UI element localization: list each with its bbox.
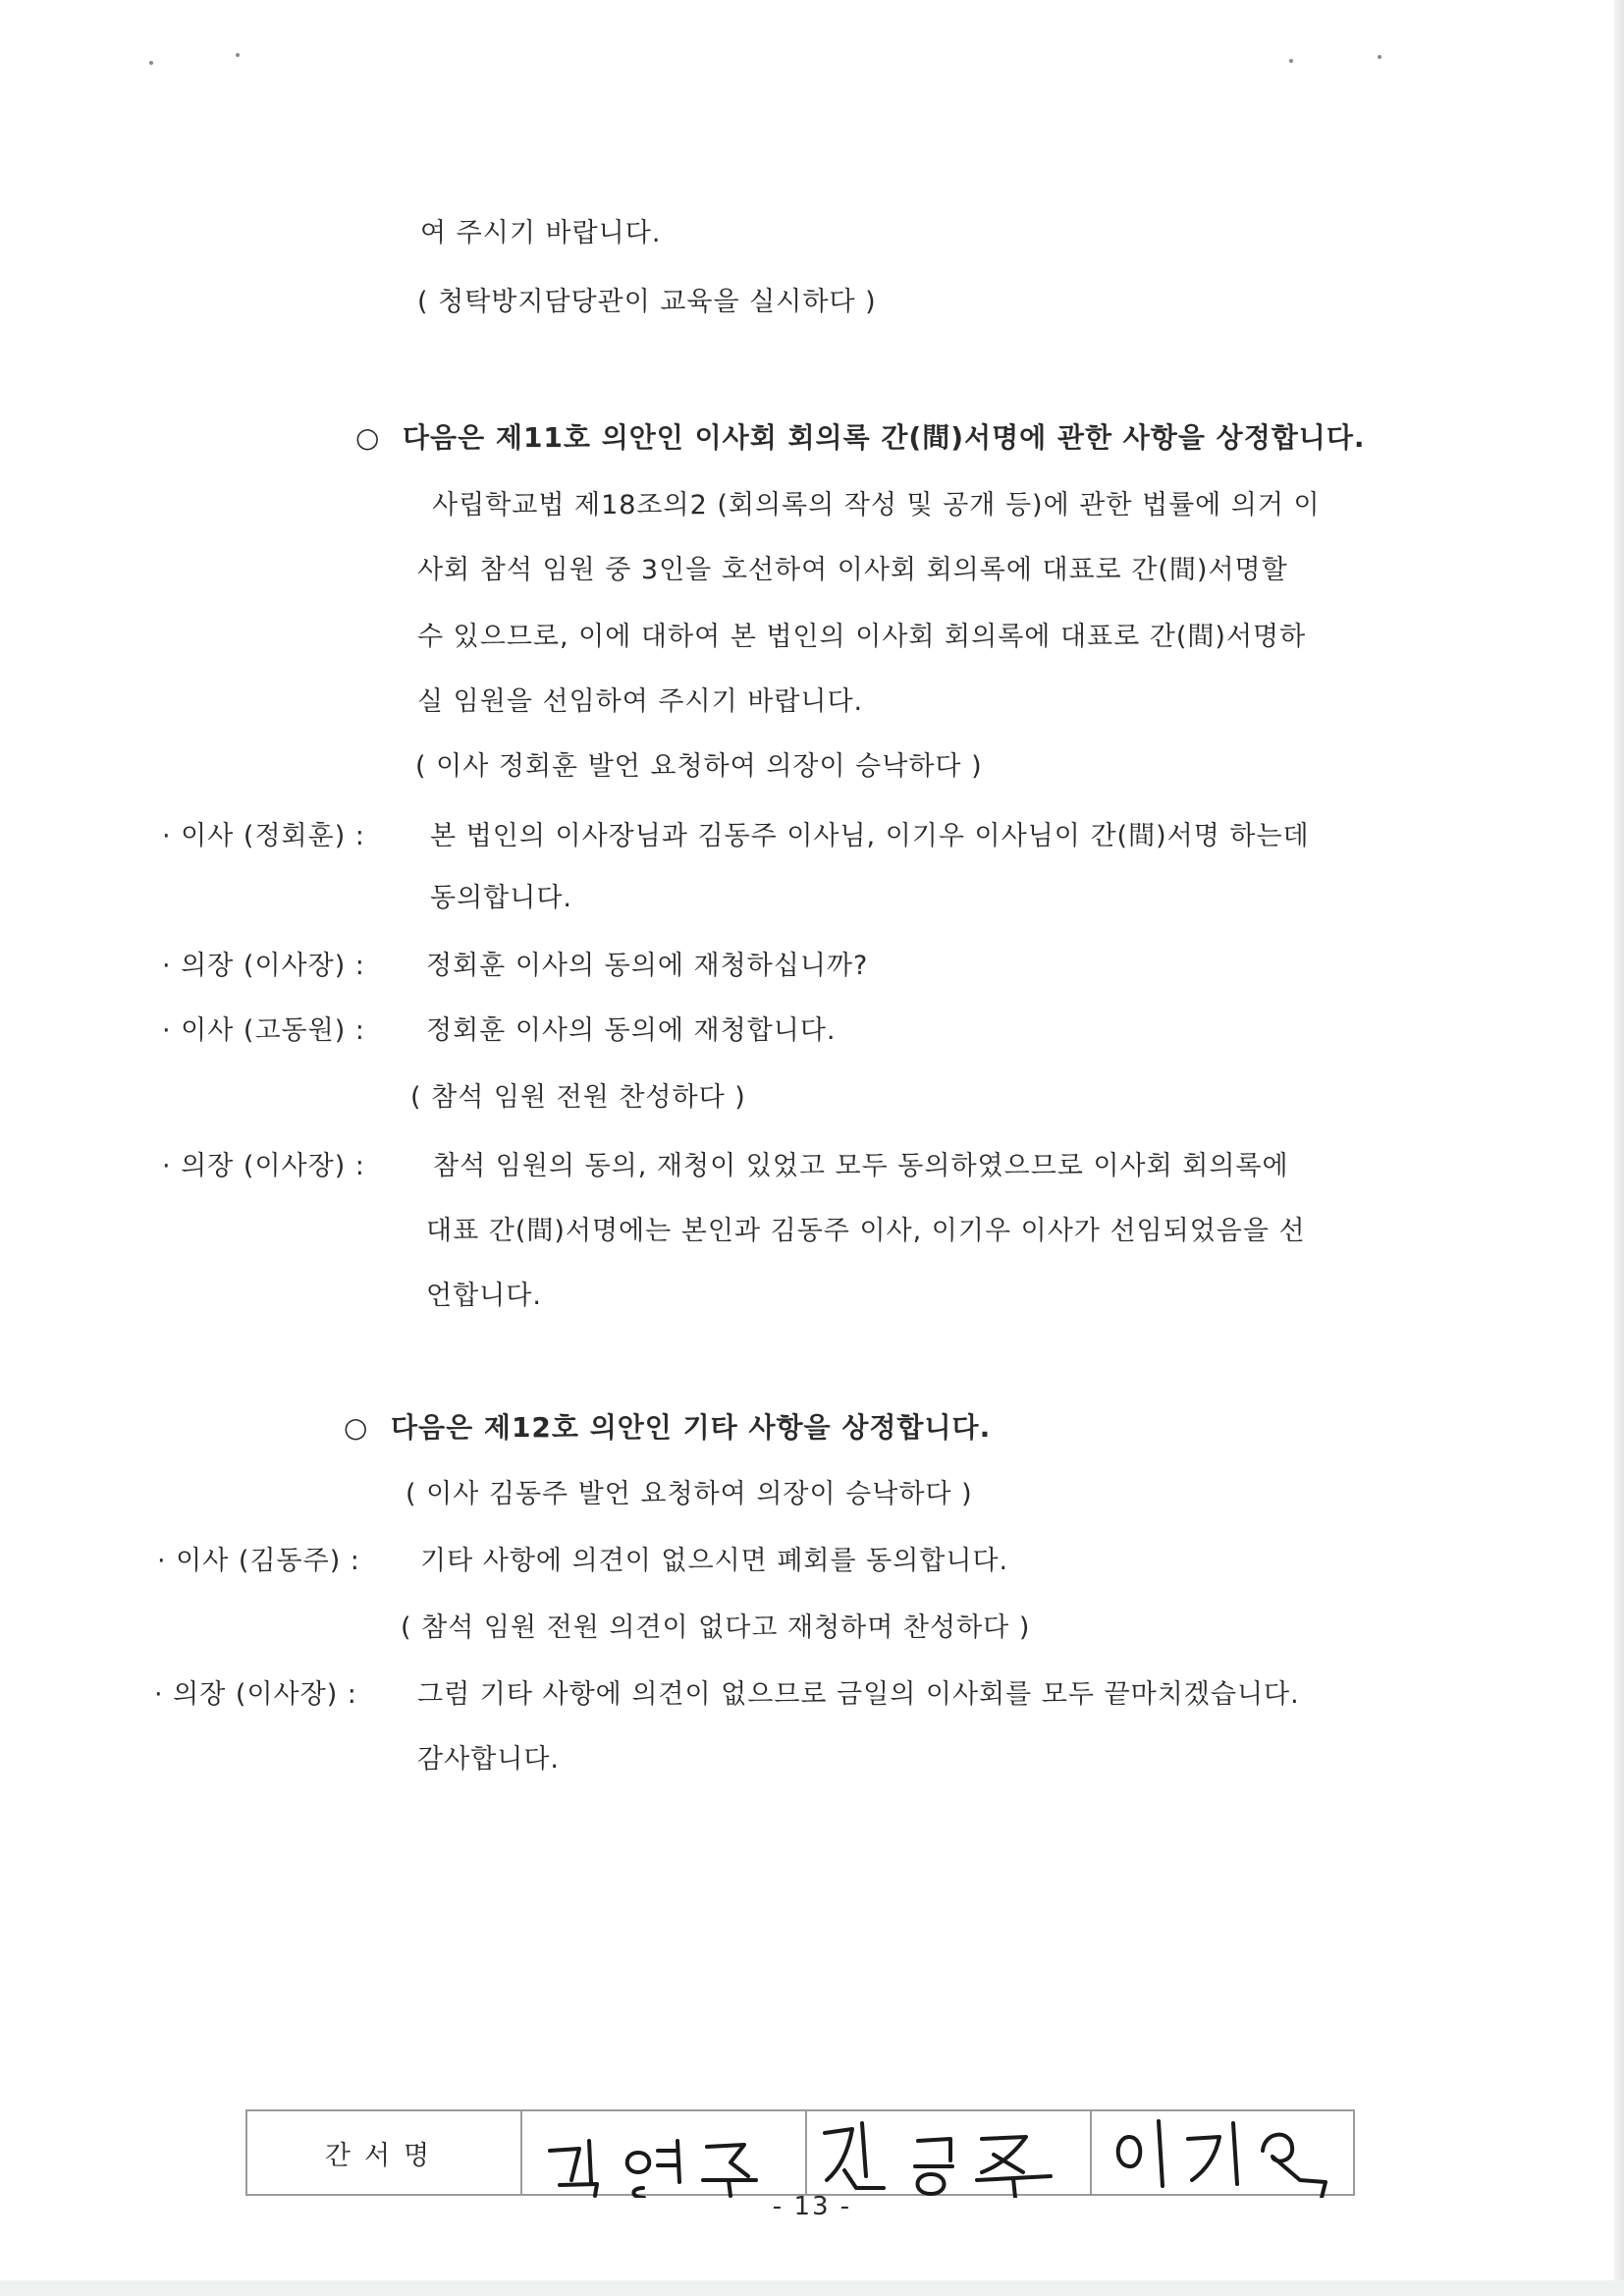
scan-bottom-edge [0,2280,1624,2296]
proceeding-note: ( 참석 임원 전원 찬성하다 ) [410,1082,746,1113]
speech-text: 참석 임원의 동의, 재청이 있었고 모두 동의하였으므로 이사회 회의록에 [433,1151,1289,1181]
speech-text: 정회훈 이사의 동의에 재청합니다. [426,1015,837,1046]
text-line: 수 있으므로, 이에 대하여 본 법인의 이사회 회의록에 대표로 간(間)서명하 [417,622,1307,652]
signature-image [805,2111,1090,2198]
proceeding-note: ( 청탁방지담당관이 교육을 실시하다 ) [417,287,877,317]
signature-cell [520,2111,807,2194]
text-line: 사회 참석 임원 중 3인을 호선하여 이사회 회의록에 대표로 간(間)서명할 [417,555,1288,585]
speaker-label: · 의장 (이사장) : [162,1151,365,1181]
signature-cell [805,2111,1092,2194]
agenda-heading: 다음은 제12호 의안인 기타 사항을 상정합니다. [391,1411,992,1444]
speaker-label: · 의장 (이사장) : [154,1679,357,1710]
speaker-label: · 이사 (김동주) : [157,1546,360,1576]
speech-text: 동의합니다. [430,883,572,913]
speech-text: 언합니다. [426,1281,542,1311]
proceeding-note: ( 이사 김동주 발언 요청하여 의장이 승낙하다 ) [406,1479,973,1509]
scan-speck [236,53,240,57]
speech-text: 대표 간(間)서명에는 본인과 김동주 이사, 이기우 이사가 선임되었음을 선 [426,1216,1306,1246]
signature-cell [1090,2111,1357,2194]
speaker-label: · 이사 (정회훈) : [162,821,365,851]
signature-label: 간서명 [247,2111,522,2194]
signature-table [245,2109,1355,2196]
proceeding-note: ( 이사 정회훈 발언 요청하여 의장이 승낙하다 ) [415,751,983,782]
speaker-label: · 이사 (고동원) : [162,1015,365,1046]
text-line: 여 주시기 바랍니다. [420,218,662,248]
speech-text: 기타 사항에 의견이 없으시면 폐회를 동의합니다. [420,1546,1009,1576]
text-line: 사립학교법 제18조의2 (회의록의 작성 및 공개 등)에 관한 법률에 의거 이 [432,490,1321,520]
speech-text: 감사합니다. [417,1744,560,1775]
scan-edge [1614,0,1624,2296]
signature-image [1090,2111,1357,2198]
proceeding-note: ( 참석 임원 전원 의견이 없다고 재청하며 찬성하다 ) [401,1613,1031,1643]
text-line: 실 임원을 선임하여 주시기 바랍니다. [417,686,864,717]
agenda-heading: 다음은 제11호 의안인 이사회 회의록 간(間)서명에 관한 사항을 상정합니다. [403,421,1366,454]
speech-text: 정회훈 이사의 동의에 재청하십니까? [426,951,869,981]
speech-text: 본 법인의 이사장님과 김동주 이사님, 이기우 이사님이 간(間)서명 하는데 [430,821,1310,851]
scan-speck [149,61,153,65]
agenda-marker: ○ [355,421,381,454]
speech-text: 그럼 기타 사항에 의견이 없으므로 금일의 이사회를 모두 끝마치겠습니다. [417,1679,1300,1710]
scan-speck [1378,55,1381,59]
agenda-marker: ○ [344,1411,369,1444]
signature-image [520,2111,805,2198]
speaker-label: · 의장 (이사장) : [162,951,365,981]
scan-speck [1289,59,1293,63]
page-number: - 13 - [772,2192,852,2221]
